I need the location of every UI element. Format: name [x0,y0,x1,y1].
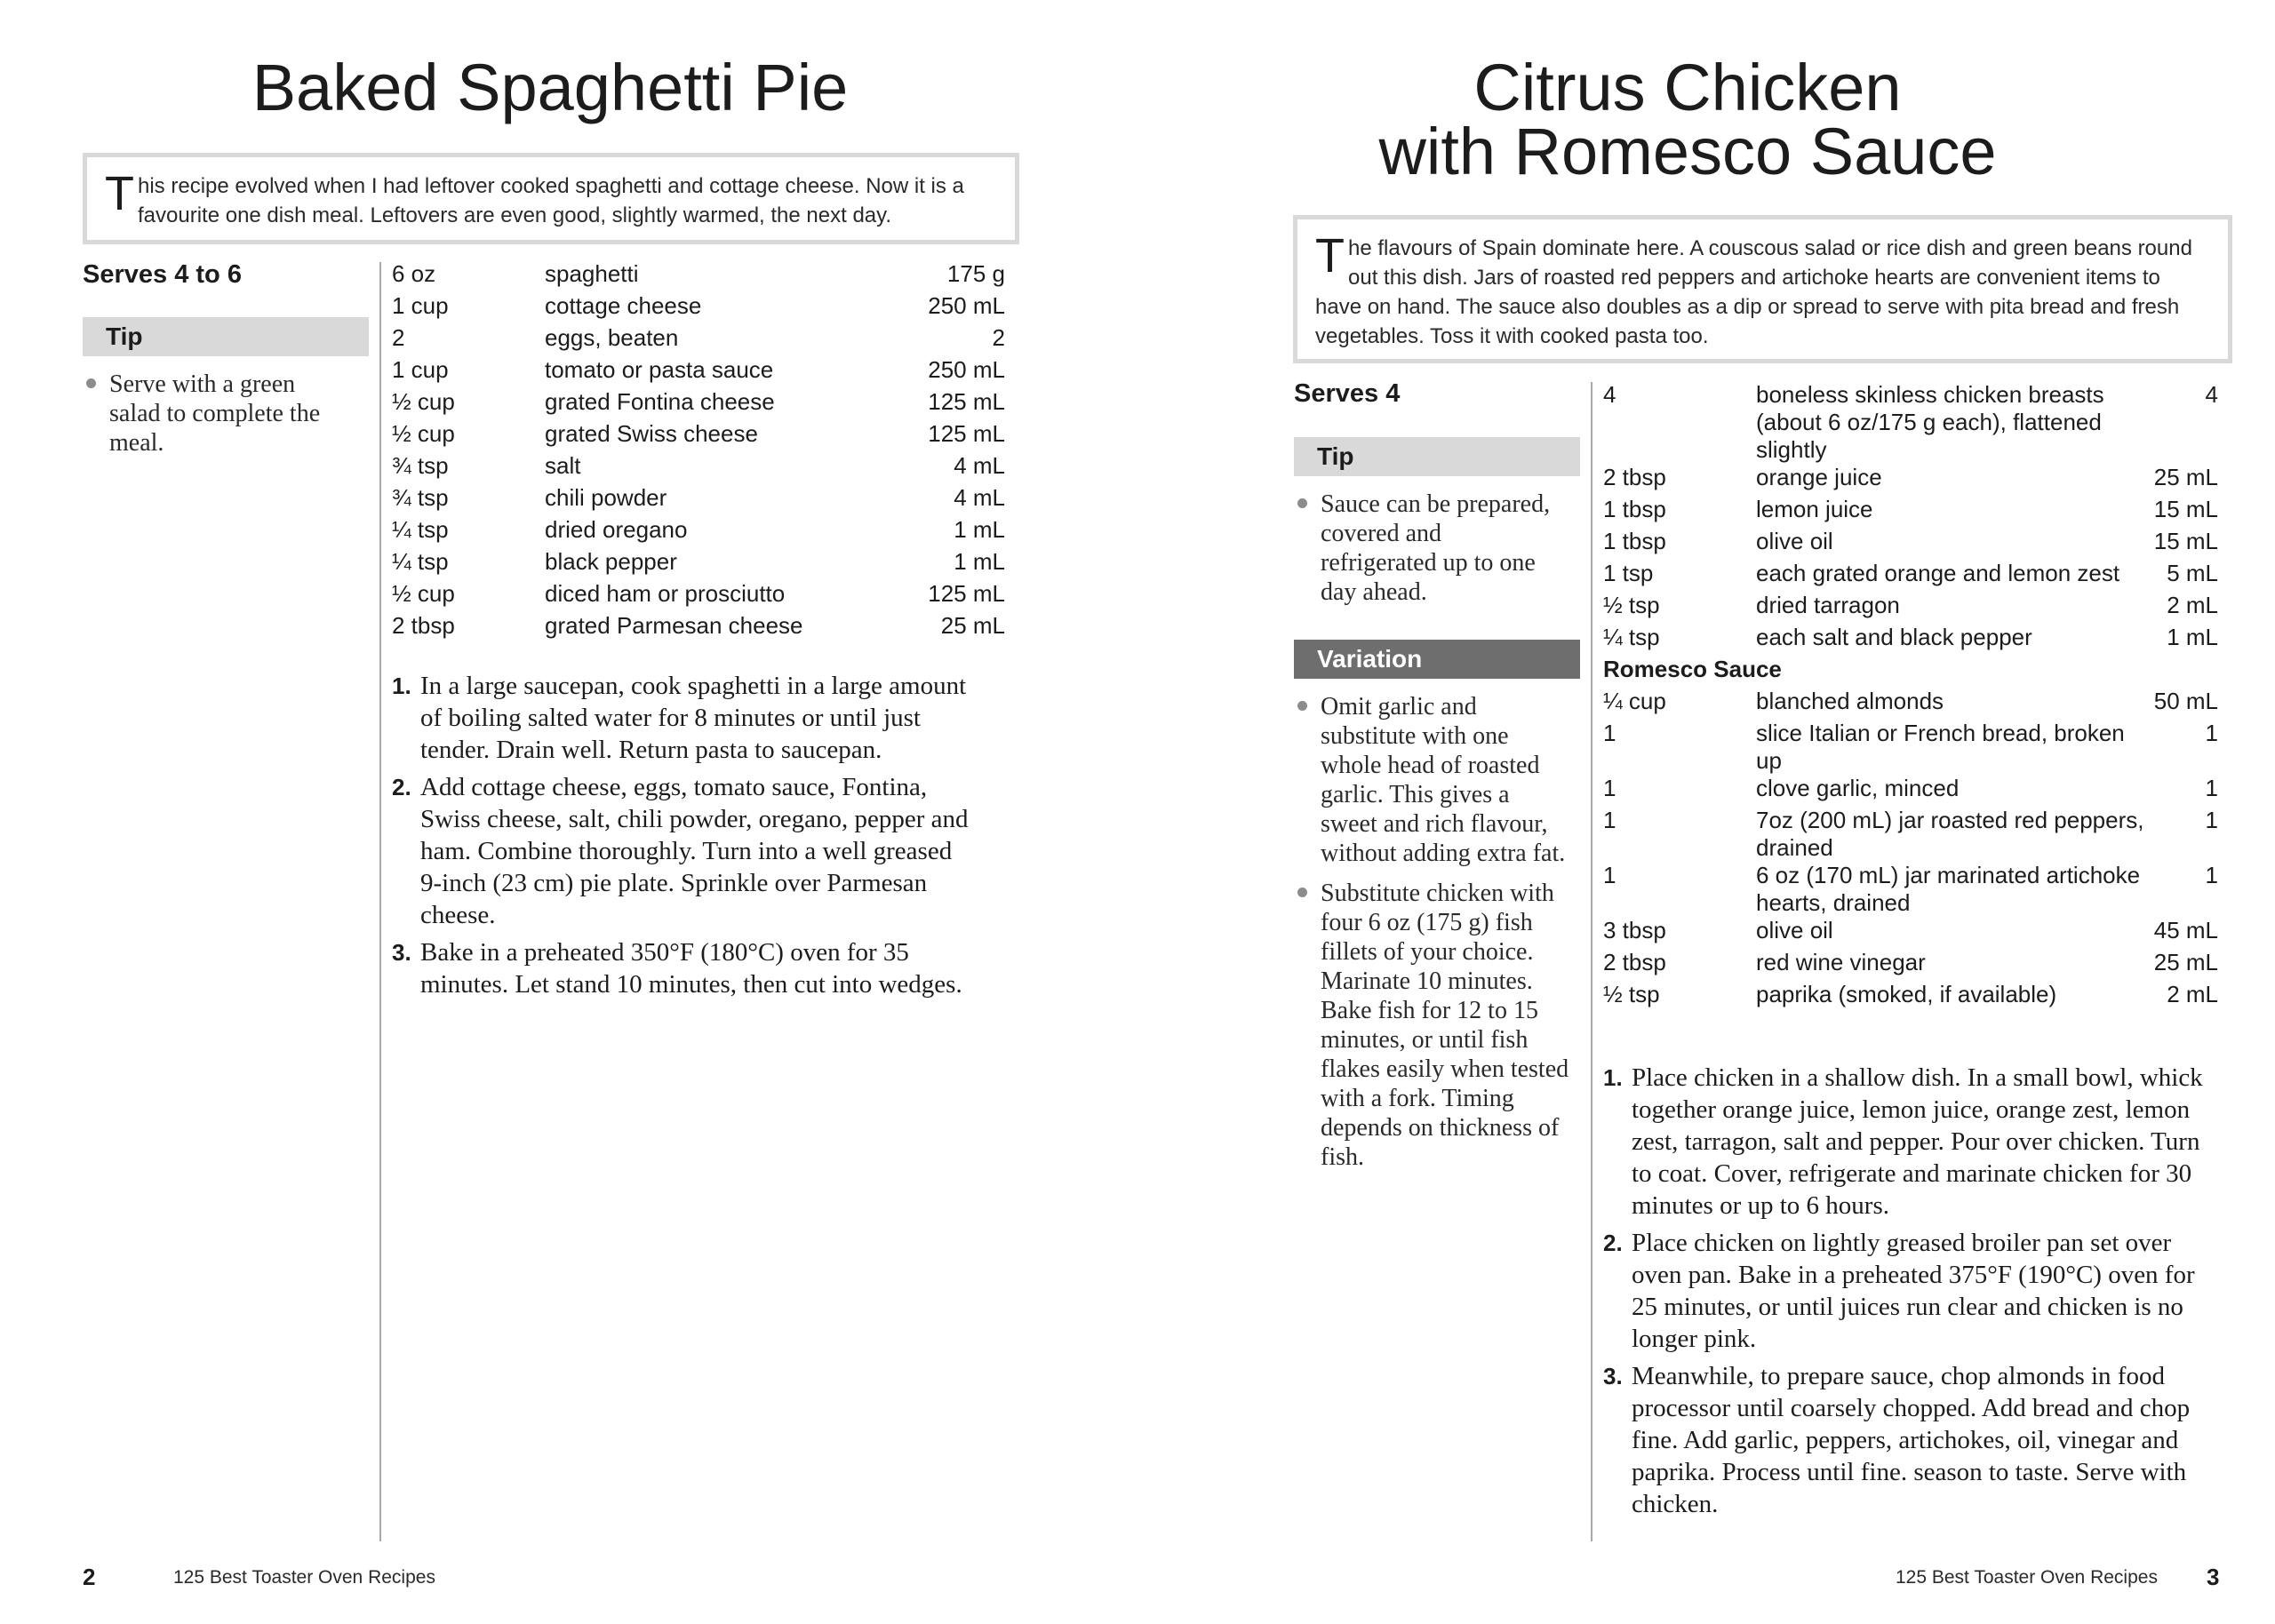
tip-heading: Tip [83,317,369,356]
ingredient-metric: 1 [2205,775,2218,801]
tip-item [1296,490,1562,607]
ingredient-metric: 2 mL [2167,981,2218,1007]
ingredient-quantity: ½ cup [392,420,455,447]
ingredient-row [392,356,1005,388]
step-number: 1. [392,673,411,699]
ingredient-row [1603,381,2218,464]
title-line-1: Citrus Chicken [1473,51,1902,124]
ingredient-name: tomato or pasta sauce [545,356,774,383]
ingredient-quantity: ¼ cup [1603,688,1666,714]
ingredient-quantity: ¼ tsp [392,548,449,575]
ingredient-row [1603,592,2218,624]
ingredient-metric: 15 mL [2153,528,2218,554]
ingredient-name: cottage cheese [545,292,702,319]
bullet-icon [86,378,96,388]
ingredient-metric: 125 mL [928,420,1005,447]
intro-text: he flavours of Spain dominate here. A couscous salad or rice dish and green beans round out this dish. Jars of roasted red peppers and artichoke hearts are convenient items to have on hand. The sauce also doubles as a dip or spread to serve with pita bread and fresh vegetables. Toss it with cooked pasta too. [1315,236,2192,348]
ingredient-quantity: 1 cup [392,356,449,383]
method-step [392,771,970,931]
tip-list [1296,490,1562,617]
ingredient-name: chili powder [545,484,667,511]
ingredient-quantity: ¾ tsp [392,452,449,479]
ingredient-row [1603,688,2218,720]
bullet-icon [1297,498,1307,508]
step-number: 2. [1603,1230,1623,1256]
recipe-title: Baked Spaghetti Pie [251,51,849,124]
ingredient-name: grated Fontina cheese [545,388,775,415]
ingredient-name: slice Italian or French bread, broken up [1756,720,2125,774]
step-number: 3. [392,939,411,966]
ingredient-name: black pepper [545,548,677,575]
ingredient-row [1603,862,2218,917]
method-step [392,936,970,1000]
column-divider [379,262,381,1541]
ingredient-quantity: 2 [392,324,405,351]
ingredient-metric: 1 [2205,807,2218,833]
recipe-intro [1293,215,2232,363]
bullet-icon [1297,888,1307,897]
ingredient-quantity: ¼ tsp [1603,624,1660,650]
ingredient-metric: 1 mL [954,516,1005,543]
step-number: 2. [392,774,411,800]
ingredient-name: 6 oz (170 mL) jar marinated artichoke hearts, drained [1756,862,2141,916]
ingredient-quantity: 1 [1603,862,1616,888]
step-text: Place chicken on lightly greased broiler pan set over oven pan. Bake in a preheated 375°F (190°C) oven for 25 minutes, or until juices run clear and chicken is no longer pink. [1632,1229,2195,1353]
ingredient-metric: 25 mL [2153,464,2218,490]
step-text: Add cottage cheese, eggs, tomato sauce, Fontina, Swiss cheese, salt, chili powder, oregano, pepper and ham. Combine thoroughly. Turn into a well greased 9-inch (23 cm) pie plate. Sprinkle over Parmesan cheese. [420,773,969,929]
ingredient-quantity: ½ cup [392,388,455,415]
book-title: 125 Best Toaster Oven Recipes [1896,1567,2158,1588]
ingredient-name: paprika (smoked, if available) [1756,981,2057,1007]
ingredient-quantity: 1 cup [392,292,449,319]
ingredient-name: blanched almonds [1756,688,1944,714]
intro-dropcap: T [105,167,134,220]
ingredient-metric: 175 g [946,260,1005,287]
ingredient-quantity: 1 tbsp [1603,528,1666,554]
intro-dropcap: T [1315,229,1345,283]
ingredient-name: spaghetti [545,260,639,287]
ingredient-row [1603,720,2218,775]
step-text: In a large saucepan, cook spaghetti in a large amount of boiling salted water for 8 minutes or until just tender. Drain well. Return pasta to saucepan. [420,672,967,764]
page-number: 3 [2207,1564,2220,1590]
step-text: Place chicken in a shallow dish. In a small bowl, whick together orange juice, lemon juice, orange zest, lemon zest, tarragon, salt and pepper. Pour over chicken. Turn to coat. Cover, refrigerate and marinate chicken for 30 minutes or up to 6 hours. [1632,1063,2203,1220]
ingredient-metric: 4 mL [954,484,1005,511]
tip-item-text: Serve with a green salad to complete the meal. [109,370,321,457]
variation-list [1296,692,1571,1182]
recipe-title [1220,51,2155,188]
variation-item [1296,879,1571,1172]
ingredient-metric: 25 mL [2153,949,2218,975]
ingredient-quantity: 4 [1603,381,1616,408]
variation-item [1296,692,1571,868]
ingredient-name: boneless skinless chicken breasts (about 6 oz/175 g each), flattened slightly [1756,381,2104,463]
ingredient-name: salt [545,452,581,479]
ingredient-table [1603,381,2218,1013]
ingredient-row [392,516,1005,548]
ingredient-metric: 2 [992,324,1005,351]
serves-label: Serves 4 to 6 [83,260,242,289]
variation-item-text: Omit garlic and substitute with one whole head of roasted garlic. This gives a sweet and rich flavour, without adding extra fat. [1321,693,1566,867]
ingredient-metric: 50 mL [2153,688,2218,714]
ingredient-row [1603,981,2218,1013]
ingredient-row [1603,949,2218,981]
ingredient-metric: 2 mL [2167,592,2218,618]
ingredient-table [392,260,1005,644]
tip-item [84,370,342,458]
sauce-heading: Romesco Sauce [1603,656,1782,682]
column-divider [1591,382,1592,1541]
ingredient-quantity: ½ tsp [1603,592,1660,618]
ingredient-row [392,420,1005,452]
ingredient-metric: 1 mL [954,548,1005,575]
ingredient-row [392,388,1005,420]
ingredient-metric: 125 mL [928,580,1005,607]
ingredient-row [1603,624,2218,656]
ingredient-row [392,324,1005,356]
ingredient-row [392,612,1005,644]
ingredient-quantity: 1 tsp [1603,560,1654,586]
ingredient-name: orange juice [1756,464,1882,490]
step-number: 1. [1603,1064,1623,1091]
ingredient-quantity: ¼ tsp [392,516,449,543]
ingredient-quantity: ¾ tsp [392,484,449,511]
ingredient-name: eggs, beaten [545,324,679,351]
ingredient-row [1603,917,2218,949]
ingredient-row [392,580,1005,612]
ingredient-quantity: 2 tbsp [392,612,455,639]
ingredient-row [1603,775,2218,807]
intro-text: his recipe evolved when I had leftover cooked spaghetti and cottage cheese. Now it is a favourite one dish meal. Leftovers are even good, slightly warmed, the next day. [138,174,964,227]
ingredient-quantity: ½ tsp [1603,981,1660,1007]
ingredient-metric: 5 mL [2167,560,2218,586]
ingredient-row [392,484,1005,516]
method-step [392,670,970,766]
ingredient-quantity: 1 [1603,807,1616,833]
ingredient-quantity: 2 tbsp [1603,464,1666,490]
ingredient-metric: 4 [2205,381,2218,408]
ingredient-metric: 1 [2205,720,2218,746]
ingredient-subheading-row [1603,656,2218,688]
ingredient-name: grated Swiss cheese [545,420,758,447]
ingredient-row [1603,528,2218,560]
ingredient-metric: 4 mL [954,452,1005,479]
method-steps [1603,1062,2207,1525]
method-step [1603,1062,2207,1222]
ingredient-row [1603,560,2218,592]
title-line-2: with Romesco Sauce [1378,115,1997,188]
ingredient-metric: 125 mL [928,388,1005,415]
ingredient-name: olive oil [1756,528,1833,554]
page-number: 2 [83,1564,96,1590]
ingredient-name: 7oz (200 mL) jar roasted red peppers, drained [1756,807,2144,861]
ingredient-quantity: 2 tbsp [1603,949,1666,975]
ingredient-quantity: 1 [1603,775,1616,801]
ingredient-metric: 25 mL [940,612,1005,639]
serves-label: Serves 4 [1294,379,1401,408]
ingredient-metric: 250 mL [928,292,1005,319]
ingredient-name: lemon juice [1756,496,1873,522]
ingredient-metric: 45 mL [2153,917,2218,943]
ingredient-metric: 250 mL [928,356,1005,383]
step-text: Meanwhile, to prepare sauce, chop almonds in food processor until coarsely chopped. Add bread and chop fine. Add garlic, peppers, artichokes, oil, vinegar and paprika. Process until fine. season to taste. Serve with chicken. [1632,1362,2191,1518]
ingredient-name: grated Parmesan cheese [545,612,803,639]
ingredient-row [392,548,1005,580]
ingredient-quantity: 1 [1603,720,1616,746]
ingredient-quantity: 3 tbsp [1603,917,1666,943]
ingredient-metric: 15 mL [2153,496,2218,522]
variation-heading: Variation [1294,640,1580,679]
tip-heading: Tip [1294,437,1580,476]
ingredient-metric: 1 [2205,862,2218,888]
step-text: Bake in a preheated 350°F (180°C) oven for 35 minutes. Let stand 10 minutes, then cut into wedges. [420,938,962,999]
recipe-intro [83,153,1019,244]
ingredient-name: dried tarragon [1756,592,1900,618]
step-number: 3. [1603,1363,1623,1389]
method-steps [392,670,970,1006]
variation-item-text: Substitute chicken with four 6 oz (175 g) fish fillets of your choice. Marinate 10 minutes. Bake fish for 12 to 15 minutes, or until fish flakes easily when tested with a fork. Timing depends on thickness of fish. [1321,880,1569,1171]
method-step [1603,1360,2207,1520]
ingredient-row [1603,807,2218,862]
ingredient-name: red wine vinegar [1756,949,1926,975]
bullet-icon [1297,701,1307,711]
ingredient-quantity: ½ cup [392,580,455,607]
ingredient-name: each salt and black pepper [1756,624,2032,650]
ingredient-row [1603,496,2218,528]
right-page [1138,0,2275,1624]
ingredient-row [392,260,1005,292]
ingredient-metric: 1 mL [2167,624,2218,650]
ingredient-name: dried oregano [545,516,688,543]
tip-list [84,370,342,468]
book-title: 125 Best Toaster Oven Recipes [173,1567,435,1588]
ingredient-row [1603,464,2218,496]
method-step [1603,1227,2207,1355]
ingredient-row [392,452,1005,484]
tip-item-text: Sauce can be prepared, covered and refrigerated up to one day ahead. [1321,490,1551,606]
ingredient-name: each grated orange and lemon zest [1756,560,2120,586]
ingredient-quantity: 6 oz [392,260,436,287]
ingredient-name: clove garlic, minced [1756,775,1960,801]
ingredient-row [392,292,1005,324]
ingredient-quantity: 1 tbsp [1603,496,1666,522]
ingredient-name: diced ham or prosciutto [545,580,786,607]
ingredient-name: olive oil [1756,917,1833,943]
